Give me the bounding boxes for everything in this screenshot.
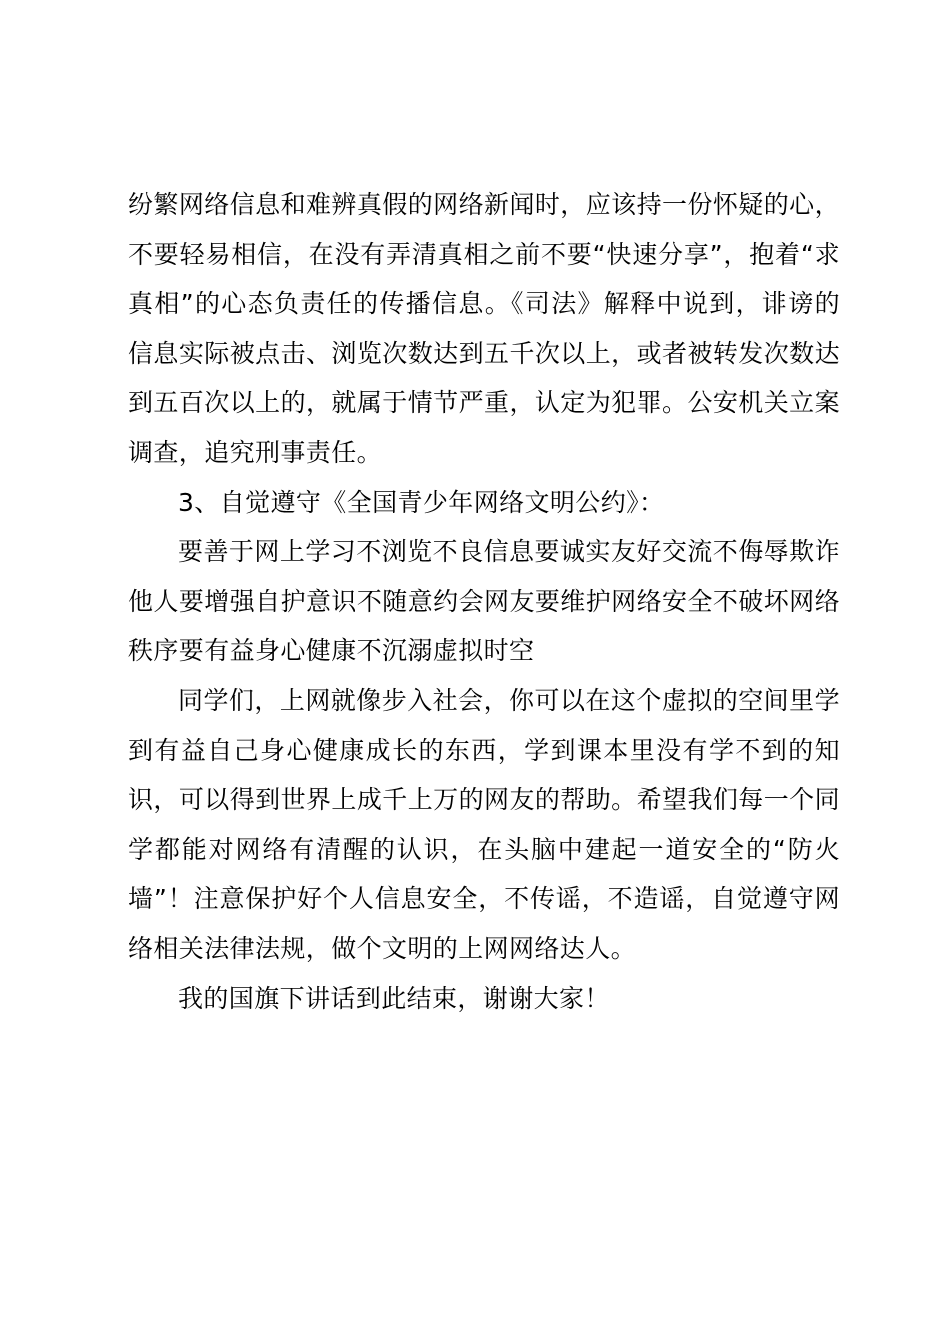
section-heading-convention: 3、自觉遵守《全国青少年网络文明公约》： (178, 487, 665, 517)
paragraph-closing: 同学们，上网就像步入社会，你可以在这个虚拟的空间里学到有益自己身心健康成长的东西，学到课本里没有学不到的知识，可以得到世界上成千上万的网友的帮助。希望我们每一个同学都能对网络有清醒的认识，在头脑中建起一道安全的“防火墙”！注意保护好个人信息安全，不传谣，不造谣，自觉遵守网络相关法律法规，做个文明的上网网络达人。 (128, 685, 840, 963)
paragraph-thanks: 我的国旗下讲话到此结束，谢谢大家！ (178, 983, 610, 1013)
document-body (128, 180, 840, 1023)
paragraph-convention-text: 要善于网上学习不浏览不良信息要诚实友好交流不侮辱欺诈他人要增强自护意识不随意约会网友要维护网络安全不破坏网络秩序要有益身心健康不沉溺虚拟时空 (128, 537, 840, 666)
paragraph-continued: 纷繁网络信息和难辨真假的网络新闻时，应该持一份怀疑的心，不要轻易相信，在没有弄清真相之前不要“快速分享”，抱着“求真相”的心态负责任的传播信息。《司法》解释中说到，诽谤的信息实际被点击、浏览次数达到五千次以上，或者被转发次数达到五百次以上的，就属于情节严重，认定为犯罪。公安机关立案调查，追究刑事责任。 (128, 190, 840, 467)
